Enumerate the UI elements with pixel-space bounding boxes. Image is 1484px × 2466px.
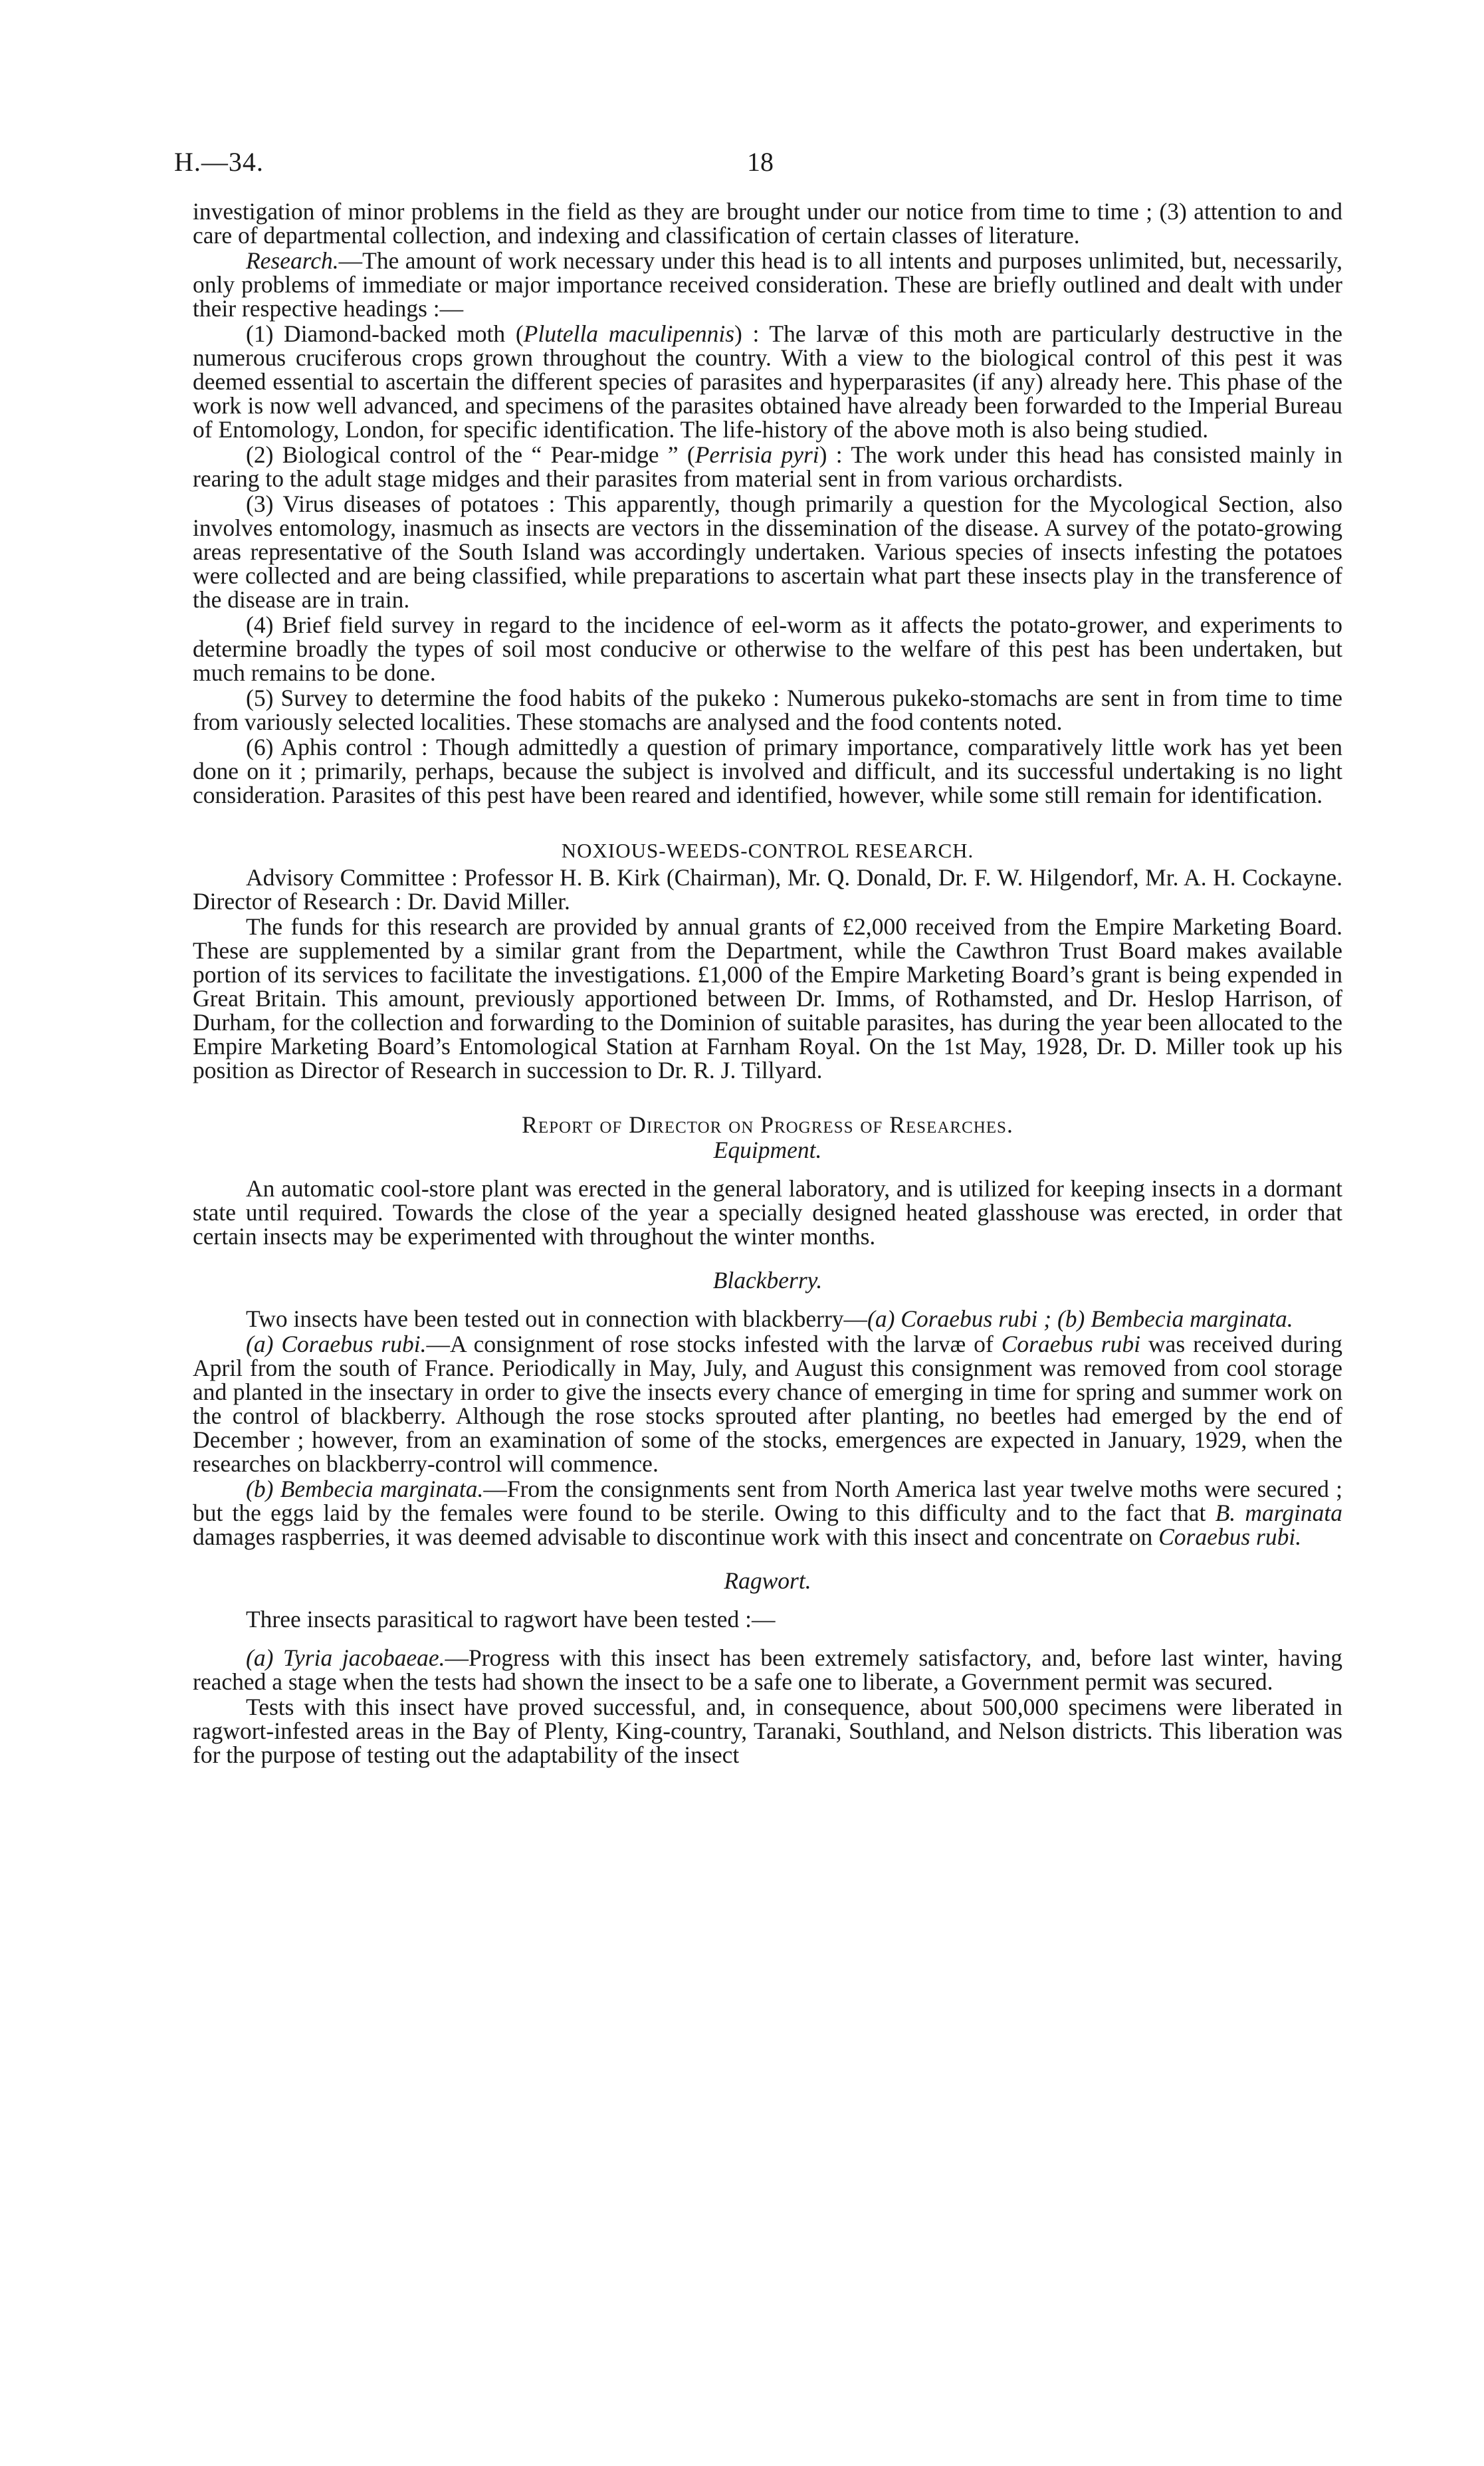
bembecia-paragraph: (b) Bembecia marginata.—From the consignments sent from North America last year twelve moths were secured ; but the eggs laid by the females were found to be sterile. Owing to this difficulty and to the fact that B. marginata damages raspberries, it was deemed advisable to discontinue work with this insect and concentrate on Coraebus rubi. [193,1476,1342,1550]
page-header [174,146,1344,186]
research-item-1: (1) Diamond-backed moth (Plutella maculipennis) : The larvæ of this moth are particularly destructive in the numerous cruciferous crops grown throughout the country. With a view to the biological control of this pest it was deemed essential to ascertain the different species of parasites and hyperparasites (if any) already here. This phase of the work is now well advanced, and specimens of the parasites obtained have already been forwarded to the Imperial Bureau of Entomology, London, for specific identification. The life-history of the above moth is also being studied. [193,320,1342,443]
equipment-paragraph: An automatic cool-store plant was erected in the general laboratory, and is utilized for keeping insects in a dormant state until required. Towards the close of the year a specially designed heated glasshouse was erected, in order that certain insects may be experimented with throughout the winter months. [193,1175,1342,1250]
intro-paragraph: investigation of minor problems in the field as they are brought under our notice from time to time ; (3) attention to and care of departmental collection, and indexing and classification of certain classes of literature. [193,198,1342,249]
research-item-3: (3) Virus diseases of potatoes : This apparently, though primarily a question for the Mycological Section, also involves entomology, inasmuch as insects are vectors in the dissemination of the disease. A survey of the potato-growing areas representative of the South Island was accordingly undertaken. Various species of insects infesting the potatoes were collected and are being classified, while preparations to ascertain what part these insects play in the transference of the disease are in train. [193,491,1342,613]
advisory-committee-paragraph: Advisory Committee : Professor H. B. Kirk (Chairman), Mr. Q. Donald, Dr. F. W. Hilgendorf, Mr. A. H. Cockayne. Director of Research : Dr. David Miller. [193,864,1342,915]
ragwort-heading: Ragwort. [724,1567,811,1594]
page-body [193,199,1342,1767]
noxious-weeds-heading: NOXIOUS-WEEDS-CONTROL RESEARCH. [561,839,974,862]
ragwort-intro: Three insects parasitical to ragwort have been tested :— [246,1606,776,1632]
report-heading: Report of Director on Progress of Researches. [522,1111,1013,1138]
tyria-paragraph: (a) Tyria jacobaeae.—Progress with this insect has been extremely satisfactory, and, before last winter, having reached a stage when the tests had shown the insect to be a safe one to liberate, a Government permit was secured. [193,1644,1342,1695]
research-item-5: (5) Survey to determine the food habits of the pukeko : Numerous pukeko-stomachs are sent in from time to time from variously selected localities. These stomachs are analysed and the food contents noted. [193,685,1342,735]
blackberry-heading: Blackberry. [712,1267,823,1293]
document-reference: H.—34. [174,147,264,177]
research-item-6: (6) Aphis control : Though admittedly a question of primary importance, comparatively little work has yet been done on it ; primarily, perhaps, because the subject is involved and difficult, and its successful undertaking is no light consideration. Parasites of this pest have been reared and identified, however, while some still remain for identification. [193,734,1342,808]
blackberry-intro: Two insects have been tested out in connection with blackberry—(a) Coraebus rubi ; (b) Bembecia marginata. [246,1305,1293,1332]
research-label: Research. [246,247,339,274]
research-item-2: (2) Biological control of the “ Pear-midge ” (Perrisia pyri) : The work under this head has consisted mainly in rearing to the adult stage midges and their parasites from material sent in from various orchardists. [193,441,1342,492]
funds-paragraph: The funds for this research are provided by annual grants of £2,000 received from the Empire Marketing Board. These are supplemented by a similar grant from the Department, while the Cawthron Trust Board makes available portion of its services to facilitate the investigations. £1,000 of the Empire Marketing Board’s grant is being expended in Great Britain. This amount, previously apportioned between Dr. Imms, of Rothamsted, and Dr. Heslop Harrison, of Durham, for the collection and forwarding to the Dominion of suitable parasites, has during the year been allocated to the Empire Marketing Board’s Entomological Station at Farnham Royal. On the 1st May, 1928, Dr. D. Miller took up his position as Director of Research in succession to Dr. R. J. Tillyard. [193,913,1342,1083]
coraebus-paragraph: (a) Coraebus rubi.—A consignment of rose stocks infested with the larvæ of Coraebus rubi was received during April from the south of France. Periodically in May, July, and August this consignment was removed from cool storage and planted in the insectary in order to give the insects every chance of emerging in time for spring and summer work on the control of blackberry. Although the rose stocks sprouted after planting, no beetles had emerged by the end of December ; however, from an examination of some of the stocks, emergences are expected in January, 1929, when the researches on blackberry-control will commence. [193,1331,1342,1477]
research-paragraph: Research.—The amount of work necessary under this head is to all intents and purposes unlimited, but, necessarily, only problems of immediate or major importance received consideration. These are briefly outlined and dealt with under their respective headings :— [193,247,1342,322]
research-item-4: (4) Brief field survey in regard to the incidence of eel-worm as it affects the potato-grower, and experiments to determine broadly the types of soil most conducive or otherwise to the welfare of this pest has been undertaken, but much remains to be done. [193,612,1342,686]
tests-paragraph: Tests with this insect have proved successful, and, in consequence, about 500,000 specimens were liberated in ragwort-infested areas in the Bay of Plenty, King-country, Taranaki, Southland, and Nelson districts. This liberation was for the purpose of testing out the adaptability of the insect [193,1694,1342,1768]
page-number: 18 [747,147,774,177]
equipment-heading: Equipment. [713,1137,822,1163]
